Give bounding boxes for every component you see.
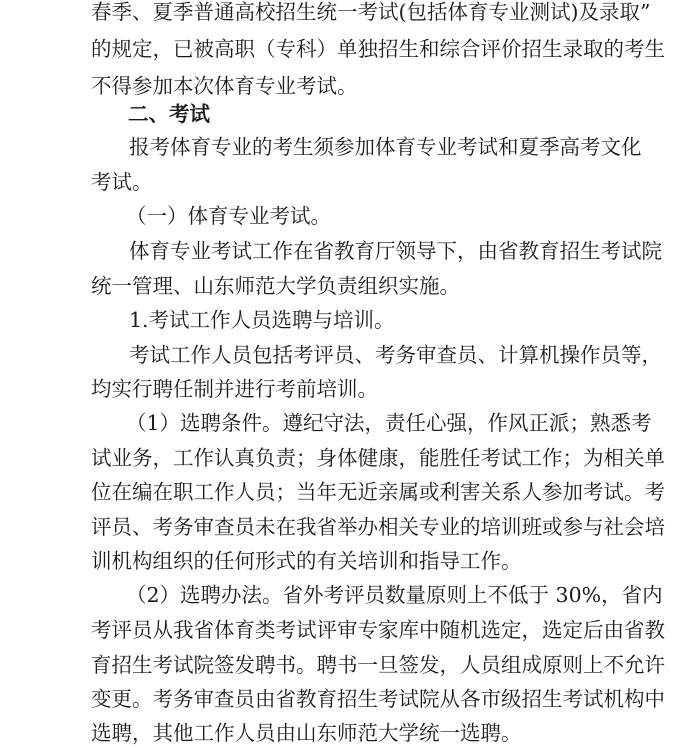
paragraph-line: 试业务，工作认真负责；身体健康，能胜任考试工作；为相关单 [91,446,665,470]
paragraph-line: 统一管理、山东师范大学负责组织实施。 [91,274,460,298]
paragraph-line: 考试。 [91,170,153,194]
paragraph-line: 育招生考试院签发聘书。聘书一旦签发，人员组成原则上不允许 [91,653,665,677]
paragraph-line: （2）选聘办法。省外考评员数量原则上不低于 30%，省内 [126,583,663,607]
paragraph-line: 变更。考务审查员由省教育招生考试院从各市级招生考试机构中 [91,687,665,711]
paragraph-line: 报考体育专业的考生须参加体育专业考试和夏季高考文化 [129,135,642,159]
paragraph-line: （1）选聘条件。遵纪守法，责任心强，作风正派；熟悉考 [126,411,652,435]
paragraph-line: 的规定，已被高职（专科）单独招生和综合评价招生录取的考生 [91,37,665,61]
paragraph-line: 评员、考务审查员未在我省举办相关专业的培训班或参与社会培 [91,515,665,539]
paragraph-line: 位在编在职工作人员；当年无近亲属或利害关系人参加考试。考 [91,480,665,504]
paragraph-line: 均实行聘任制并进行考前培训。 [91,377,378,401]
subsection-heading: （一）体育专业考试。 [126,204,331,228]
item-heading: 1.考试工作人员选聘与培训。 [129,308,395,332]
paragraph-line: 考试工作人员包括考评员、考务审查员、计算机操作员等， [129,343,662,367]
paragraph-line: 选聘，其他工作人员由山东师范大学统一选聘。 [91,721,522,745]
paragraph-line: 不得参加本次体育专业考试。 [91,74,358,98]
paragraph-line: 春季、夏季普通高校招生统一考试(包括体育专业测试)及录取” [91,0,651,24]
paragraph-line: 考评员从我省体育类考试评审专家库中随机选定，选定后由省教 [91,618,665,642]
paragraph-line: 训机构组织的任何形式的有关培训和指导工作。 [91,549,522,573]
section-heading: 二、考试 [128,102,210,126]
paragraph-line: 体育专业考试工作在省教育厅领导下，由省教育招生考试院 [129,239,662,263]
